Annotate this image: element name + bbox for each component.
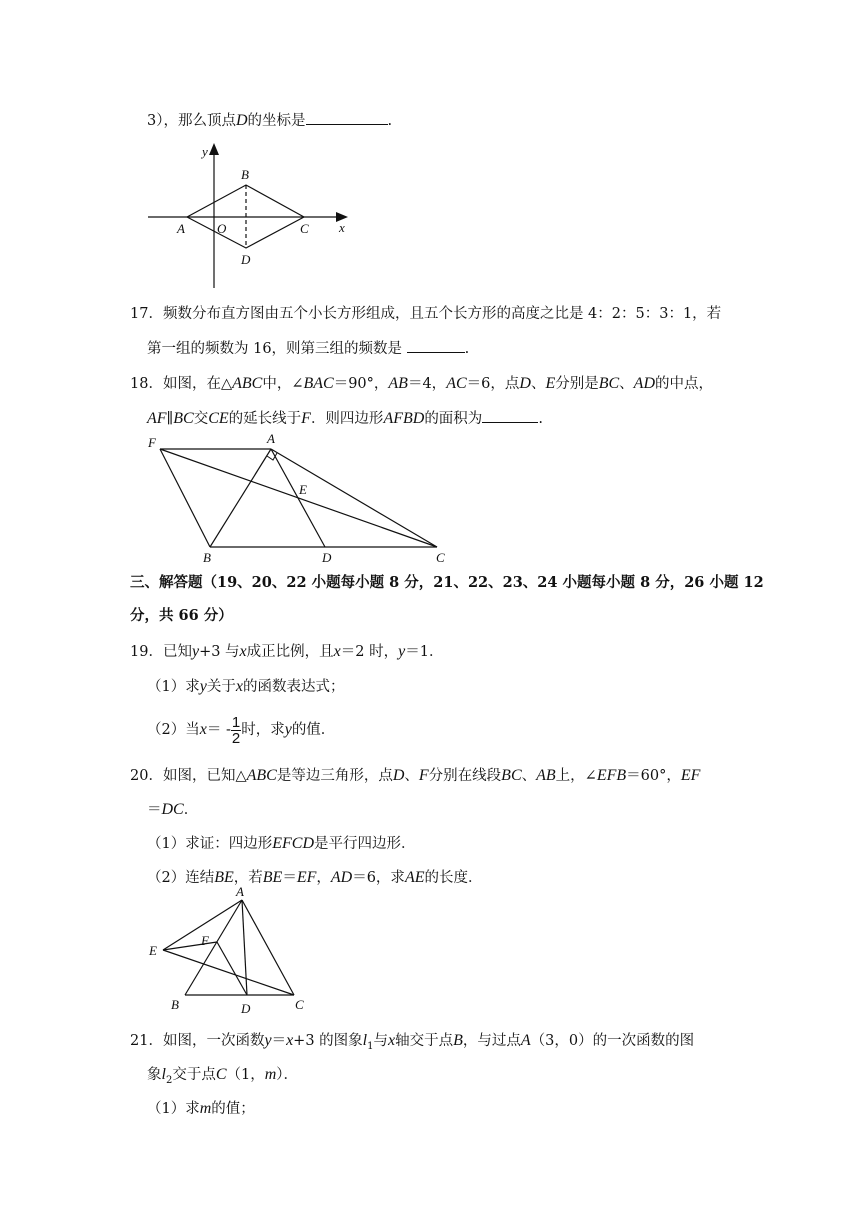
label-y: y (202, 144, 208, 159)
q19-part1: （1）求y关于x的函数表达式； (147, 678, 345, 695)
q20-line2: ＝DC． (147, 801, 199, 818)
fraction-one-half: $\frac{1}{2}$ (231, 713, 241, 747)
label-C: C (300, 221, 309, 236)
q19-line1: 19．已知y+3 与x成正比例，且x＝2 时，y＝1． (130, 643, 444, 660)
section-3-heading: 三、解答题（19、20、22 小题每小题 8 分，21、22、23、24 小题每小题 8 分，26 小题 12 (130, 574, 764, 591)
figure-18 (140, 430, 460, 570)
answer-blank[interactable] (482, 408, 538, 423)
label-E: E (149, 943, 157, 958)
q18-line2: AF∥BC交CE的延长线于F．则四边形AFBD的面积为 . (147, 410, 543, 427)
label-B: B (171, 997, 179, 1012)
q16-line: 3），那么顶点D的坐标是 . (147, 112, 393, 129)
q21-line2: 象$l_2$交于点C（1，m）． (147, 1066, 299, 1086)
q21-part1: （1）求m的值； (147, 1100, 255, 1117)
q20-part2: （2）连结BE，若BE＝EF，AD＝6，求AE的长度． (147, 869, 483, 886)
label-D: D (241, 252, 251, 267)
label-B: B (241, 167, 249, 182)
q20-line1: 20．如图，已知△ABC是等边三角形，点D、F分别在线段BC、AB上，∠EFB＝60°，EF (130, 767, 701, 784)
q17-line2: 第一组的频数为 16，则第三组的频数是 . (147, 338, 469, 359)
label-C: C (436, 550, 445, 565)
label-D: D (241, 1001, 251, 1016)
label-C: C (295, 997, 304, 1012)
label-F: F (201, 933, 209, 948)
q21-line1: 21．如图，一次函数y＝x+3 的图象$l_1$与x轴交于点B，与过点A（3，0）的一次函数的图 (130, 1032, 695, 1052)
q20-part1: （1）求证：四边形EFCD是平行四边形． (147, 835, 416, 852)
answer-blank[interactable] (306, 110, 388, 125)
q19-part2: （2）当x＝ - $\frac{1}{2}$ 时，求y的值． (147, 713, 336, 747)
q17-line1: 17．频数分布直方图由五个小长方形组成，且五个长方形的高度之比是 4：2：5：3：1，若 (130, 306, 722, 322)
label-B: B (203, 550, 211, 565)
label-F: F (148, 435, 156, 450)
label-E: E (299, 482, 307, 497)
figure-16 (140, 140, 360, 290)
answer-blank[interactable] (407, 338, 465, 353)
label-D: D (322, 550, 332, 565)
label-A: A (267, 431, 275, 446)
label-A: A (177, 221, 185, 236)
label-x: x (339, 220, 345, 235)
figure-20 (140, 885, 340, 1020)
label-A: A (236, 884, 244, 899)
q18-line1: 18．如图，在△ABC中，∠BAC＝90°，AB＝4，AC＝6，点D、E分别是BC、AD的中点， (130, 375, 713, 392)
label-O: O (217, 221, 227, 236)
section-3-heading-2: 分，共 66 分） (130, 607, 233, 624)
